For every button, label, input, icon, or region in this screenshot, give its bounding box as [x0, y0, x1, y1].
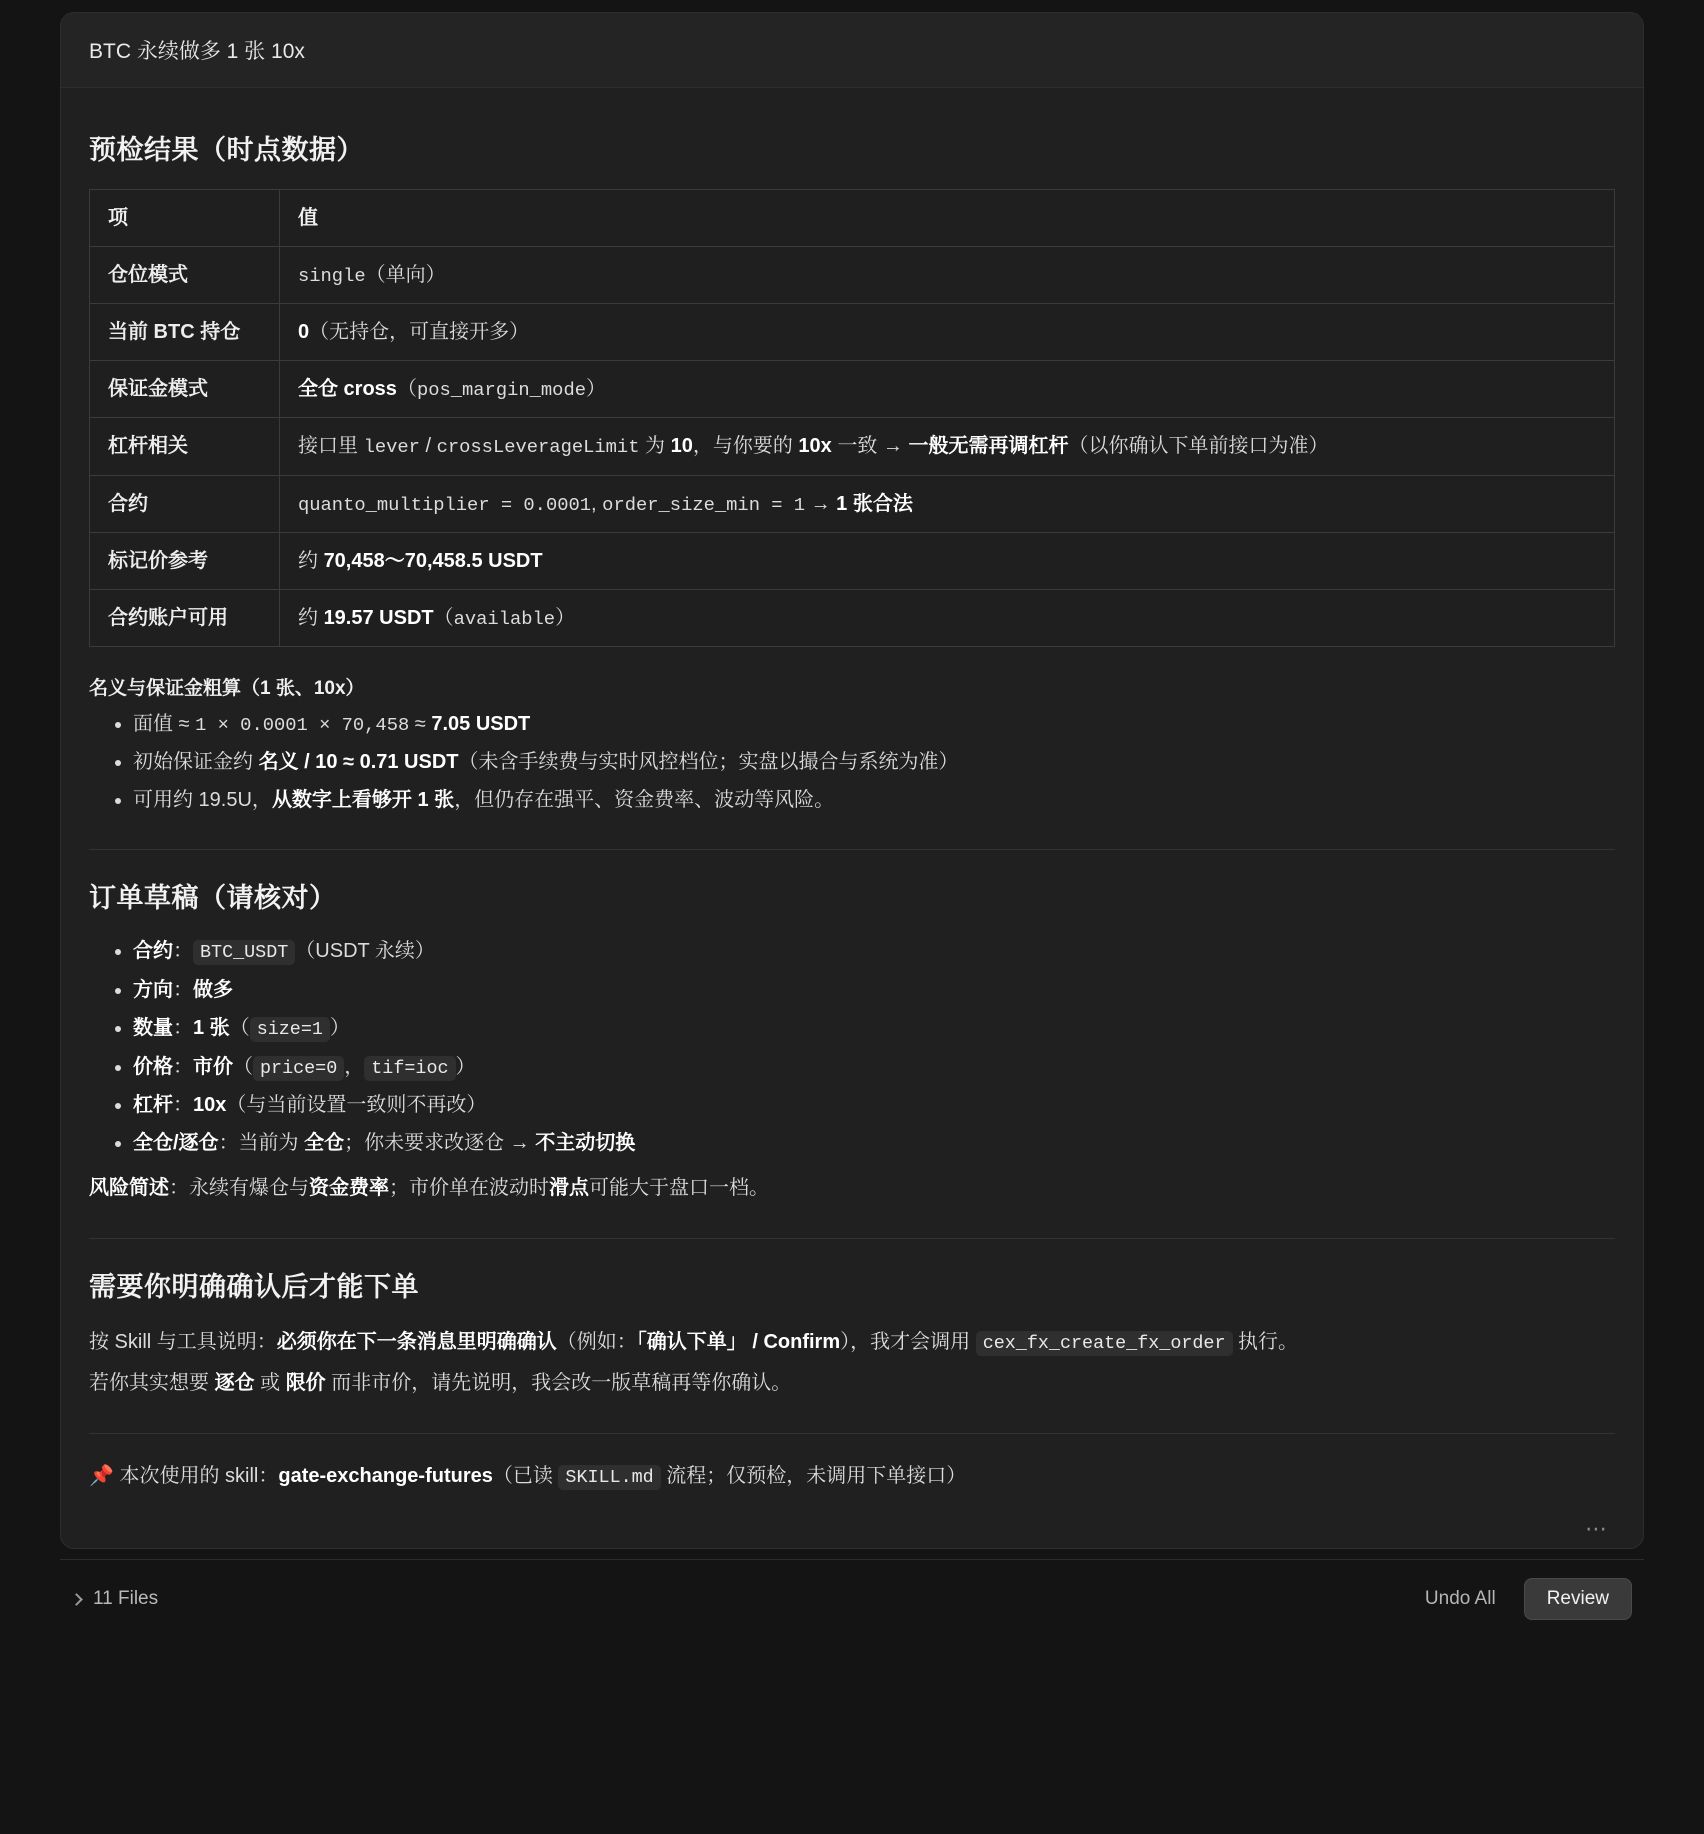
precheck-heading: 预检结果（时点数据）: [89, 135, 364, 165]
order-draft-list: [89, 937, 1615, 1158]
list-item: • 可用约 19.5U，从数字上看够开 1 张，但仍存在强平、资金费率、波动等风险。: [133, 786, 1615, 815]
row-key: 保证金模式: [90, 361, 280, 418]
row-value: 0（无持仓，可直接开多）: [280, 304, 1615, 361]
row-value: quanto_multiplier = 0.0001, order_size_min = 1 → 1 张合法: [280, 475, 1615, 532]
column-header-item: 项: [90, 190, 280, 247]
list-item: • 方向：做多: [133, 976, 1615, 1005]
list-item: • 面值 ≈ 1 × 0.0001 × 70,458 ≈ 7.05 USDT: [133, 710, 1615, 739]
row-value: 约 19.57 USDT（available）: [280, 589, 1615, 646]
list-item: • 价格：市价（ price=0 ， tif=ioc ）: [133, 1053, 1615, 1083]
overflow-indicator[interactable]: ⋯: [1585, 1516, 1609, 1542]
table-row: [90, 589, 1615, 646]
row-key: 标记价参考: [90, 532, 280, 589]
row-key: 杠杆相关: [90, 418, 280, 475]
table-row: [90, 304, 1615, 361]
response-card: [60, 12, 1644, 1549]
undo-all-button[interactable]: Undo All: [1424, 1588, 1496, 1610]
table-header-row: [90, 190, 1615, 247]
order-draft-heading: 订单草稿（请核对）: [89, 883, 337, 914]
list-item: • 杠杆：10x（与当前设置一致则不再改）: [133, 1091, 1615, 1120]
response-content: [61, 88, 1643, 1502]
table-row: [90, 361, 1615, 418]
files-count-label: 11 Files: [93, 1588, 159, 1610]
table-row: [90, 247, 1615, 304]
divider-1: [89, 849, 1615, 850]
row-key: 合约: [90, 475, 280, 532]
list-item: • 合约： BTC_USDT （USDT 永续）: [133, 937, 1615, 967]
footer-actions: [1415, 1578, 1632, 1620]
files-toggle[interactable]: [72, 1588, 158, 1610]
risk-summary: 风险简述：永续有爆仓与资金费率；市价单在波动时滑点可能大于盘口一档。: [89, 1177, 769, 1200]
row-value: 全仓 cross（pos_margin_mode）: [280, 361, 1615, 418]
response-footer: [60, 1559, 1644, 1636]
notional-subtitle: 名义与保证金粗算（1 张、10x）: [89, 677, 365, 699]
divider-2: [89, 1238, 1615, 1239]
user-prompt-text: BTC 永续做多 1 张 10x: [89, 40, 305, 63]
row-key: 合约账户可用: [90, 589, 280, 646]
chevron-right-icon: [70, 1593, 83, 1606]
user-prompt-bar[interactable]: [61, 13, 1643, 88]
notional-list: [89, 710, 1615, 815]
list-item: • 全仓/逐仓：当前为 全仓；你未要求改逐仓 → 不主动切换: [133, 1129, 1615, 1158]
row-key: 当前 BTC 持仓: [90, 304, 280, 361]
confirm-heading: 需要你明确确认后才能下单: [89, 1272, 419, 1303]
confirm-paragraph-2: 若你其实想要 逐仓 或 限价 而非市价，请先说明，我会改一版草稿再等你确认。: [89, 1371, 792, 1394]
table-row: [90, 418, 1615, 475]
list-item: • 初始保证金约 名义 / 10 ≈ 0.71 USDT（未含手续费与实时风控档位；实盘以撮合与系统为准）: [133, 748, 1615, 777]
confirm-paragraph-1: 按 Skill 与工具说明：必须你在下一条消息里明确确认（例如：「确认下单」 / Confirm），我才会调用 cex_fx_create_fx_order 执行。: [89, 1331, 1299, 1355]
row-key: 仓位模式: [90, 247, 280, 304]
row-value: 接口里 lever / crossLeverageLimit 为 10，与你要的 10x 一致 → 一般无需再调杠杆（以你确认下单前接口为准）: [280, 418, 1615, 475]
table-row: [90, 475, 1615, 532]
table-row: [90, 532, 1615, 589]
precheck-table-body: [90, 247, 1615, 647]
row-value: 约 70,458～70,458.5 USDT: [280, 532, 1615, 589]
precheck-table: [89, 189, 1615, 647]
column-header-value: 值: [280, 190, 1615, 247]
row-value: single（单向）: [280, 247, 1615, 304]
list-item: • 数量：1 张（ size=1 ）: [133, 1014, 1615, 1044]
review-button[interactable]: Review: [1524, 1578, 1632, 1620]
skill-note: 📌 本次使用的 skill：gate-exchange-futures（已读 SKILL.md 流程；仅预检，未调用下单接口）: [89, 1464, 967, 1488]
divider-3: [89, 1433, 1615, 1434]
